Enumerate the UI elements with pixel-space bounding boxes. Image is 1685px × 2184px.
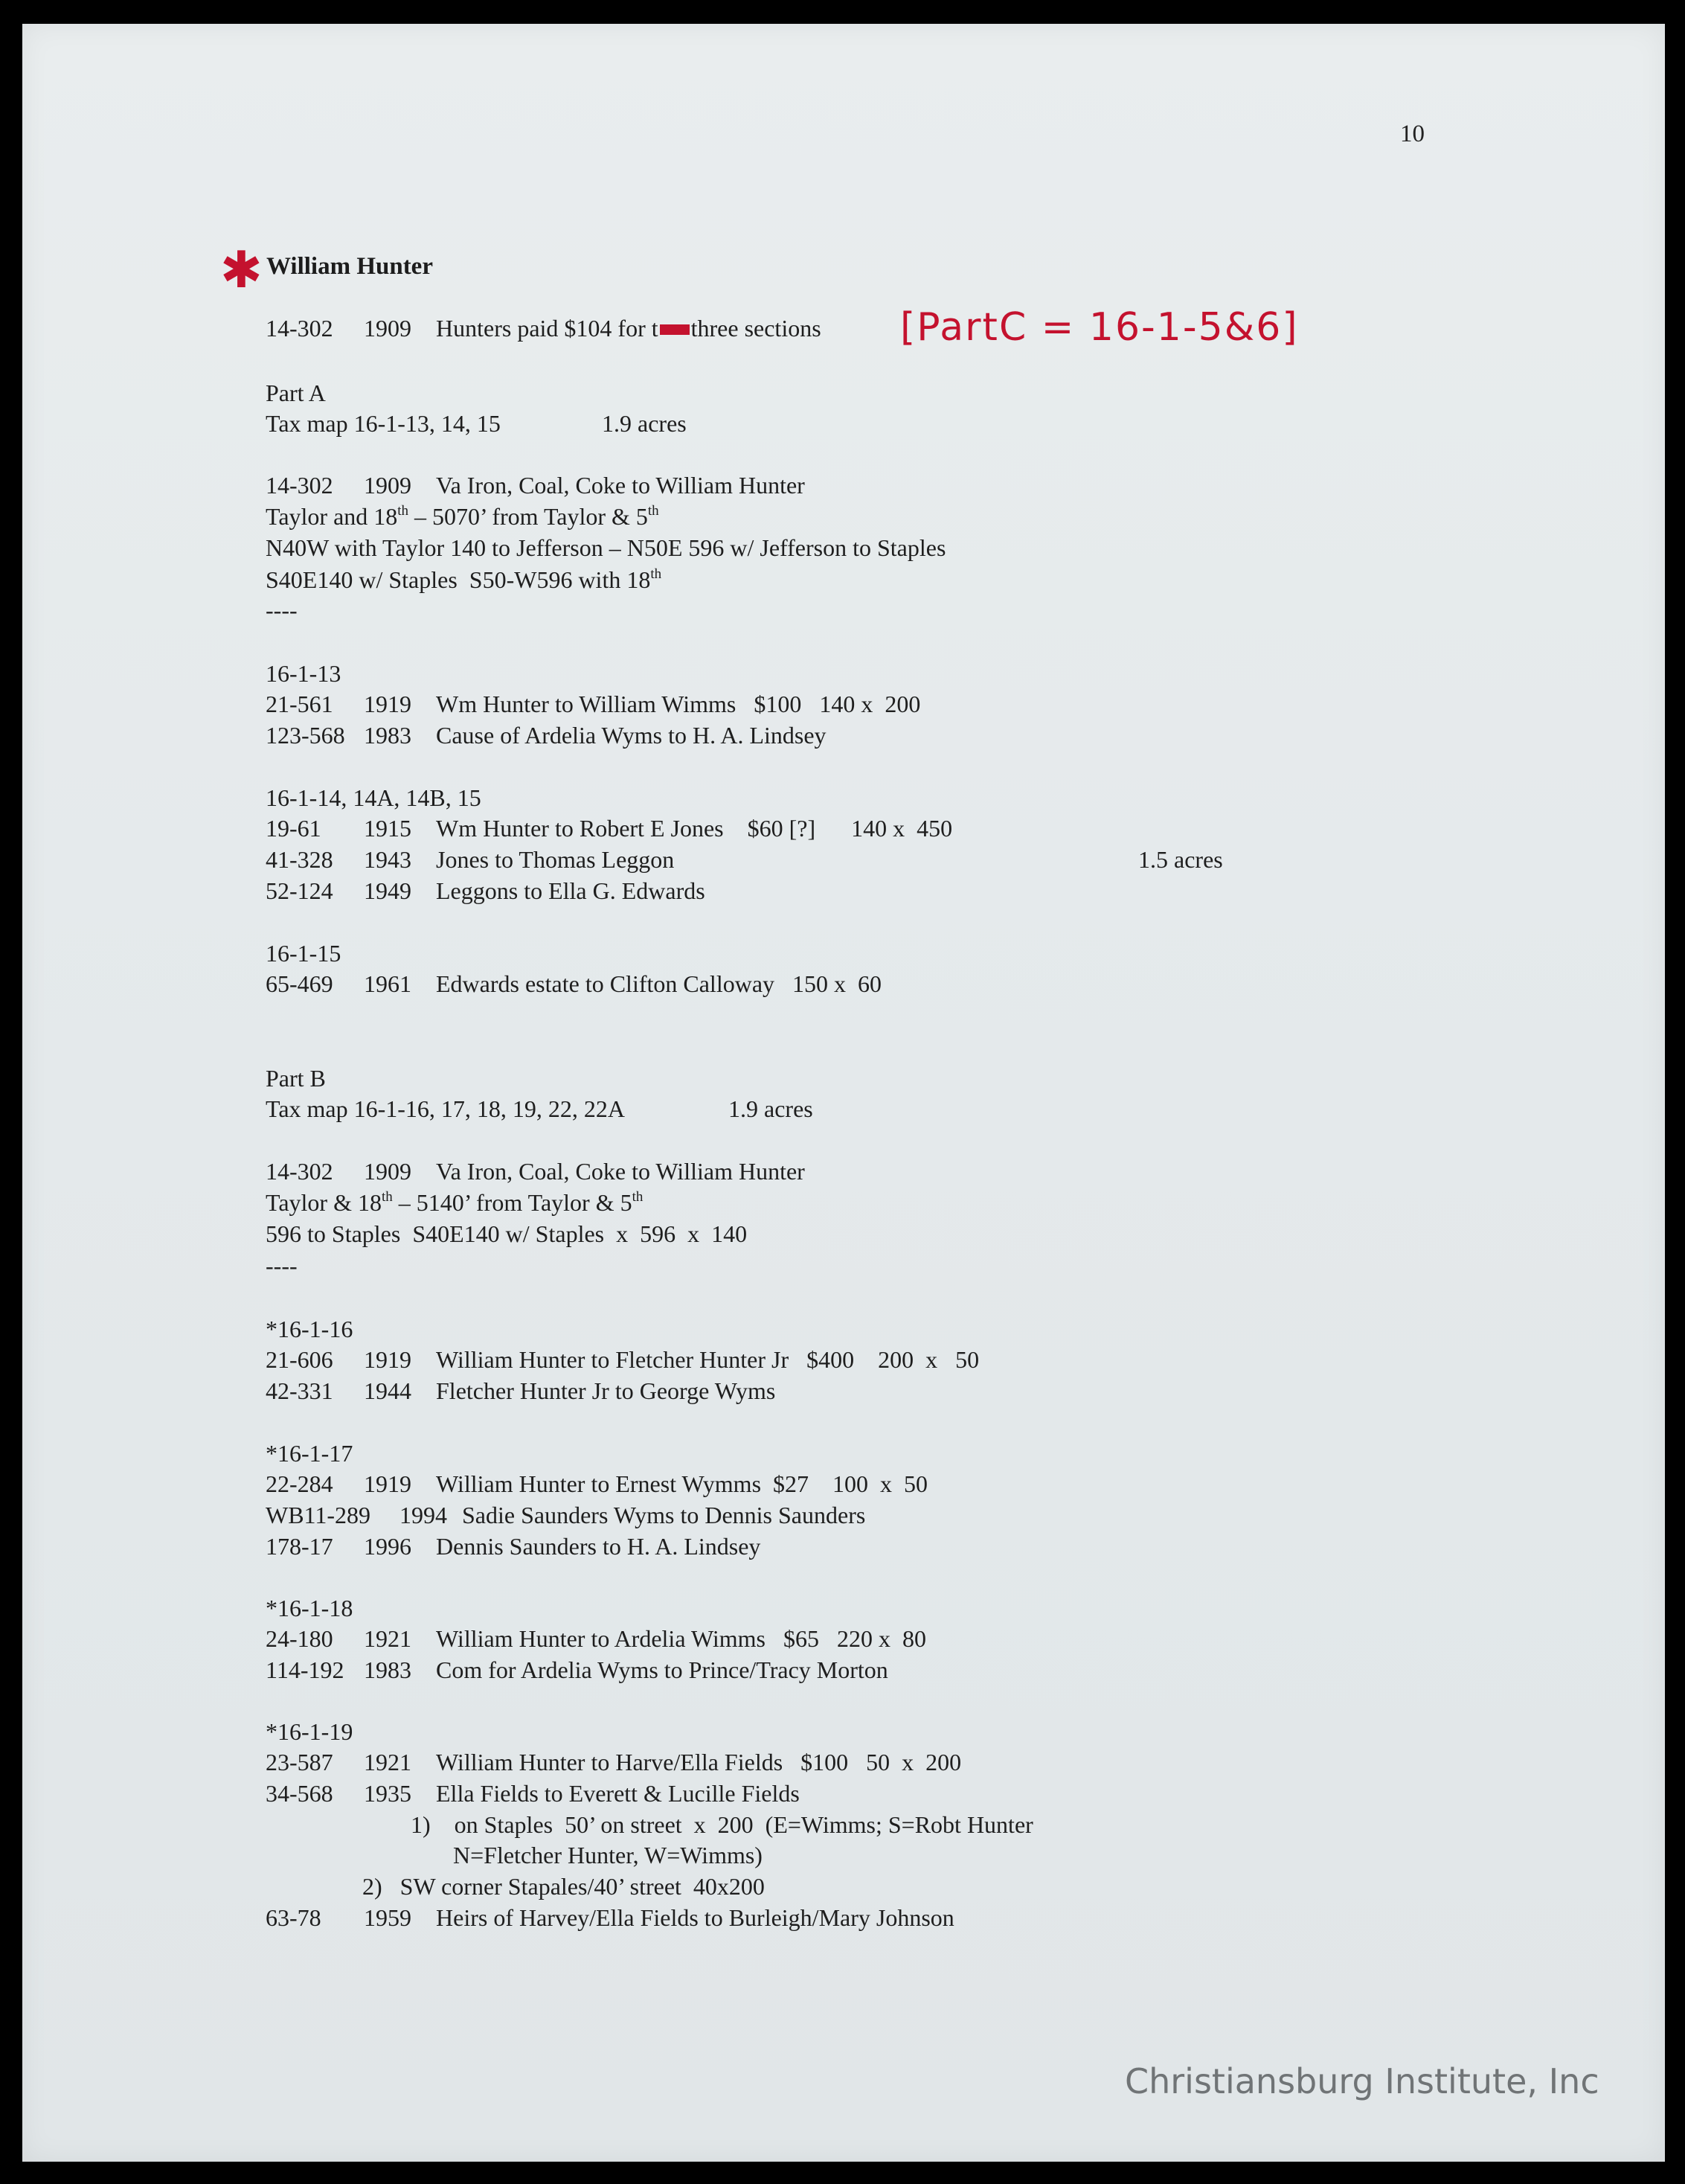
lot-note-item-2: 2) SW corner Stapales/40’ street 40x200 (362, 1873, 765, 1900)
part-a-desc1: Taylor and 18th – 5070’ from Taylor & 5th (266, 503, 659, 530)
part-a-deed: 14-302 1909 Va Iron, Coal, Coke to William Hunter (266, 472, 805, 499)
deed-row: 42-331 1944 Fletcher Hunter Jr to George Wyms (266, 1377, 776, 1404)
part-b-title: Part B (266, 1065, 326, 1092)
red-strikeout (660, 324, 690, 335)
deed-row: WB11-289 1994 Sadie Saunders Wyms to Dennis Saunders (266, 1502, 866, 1528)
part-b-desc1: Taylor & 18th – 5140’ from Taylor & 5th (266, 1189, 643, 1216)
deed-row: 21-561 1919 Wm Hunter to William Wimms $100 140 x 200 (266, 691, 921, 717)
deed-row: 41-328 1943 Jones to Thomas Leggon 1.5 acres (266, 846, 1223, 873)
lot-id: 16-1-14, 14A, 14B, 15 (266, 784, 481, 811)
part-a-desc2: N40W with Taylor 140 to Jefferson – N50E 596 w/ Jefferson to Staples (266, 534, 946, 561)
lot-id: *16-1-16 (266, 1316, 353, 1342)
lot-id: *16-1-18 (266, 1595, 353, 1621)
lot-id: 16-1-13 (266, 660, 341, 687)
deed-row: 34-568 1935 Ella Fields to Everett & Lucille Fields (266, 1780, 800, 1807)
deed-row: 65-469 1961 Edwards estate to Clifton Calloway 150 x 60 (266, 970, 882, 997)
red-asterisk-mark: ✱ (220, 241, 263, 300)
handwritten-red-note: [PartC = 16-1-5&6] (900, 305, 1299, 350)
lot-note-item-1-cont: N=Fletcher Hunter, W=Wimms) (453, 1842, 763, 1868)
deed-row: 178-17 1996 Dennis Saunders to H. A. Lindsey (266, 1533, 761, 1560)
deed-row: 63-78 1959 Heirs of Harvey/Ella Fields to Burleigh/Mary Johnson (266, 1904, 954, 1931)
lot-acres: 1.5 acres (1138, 846, 1223, 873)
part-a-tax-map: Tax map 16-1-13, 14, 15 1.9 acres (266, 410, 687, 437)
lot-id: 16-1-15 (266, 940, 341, 967)
document-page (22, 24, 1665, 2162)
lot-note-item-1: 1) on Staples 50’ on street x 200 (E=Wimms; S=Robt Hunter (411, 1811, 1033, 1838)
part-a-title: Part A (266, 380, 326, 406)
deed-row: 52-124 1949 Leggons to Ella G. Edwards (266, 877, 705, 904)
deed-row: 19-61 1915 Wm Hunter to Robert E Jones $60 [?] 140 x 450 (266, 815, 953, 842)
lot-id: *16-1-19 (266, 1718, 353, 1745)
part-b-tax-map: Tax map 16-1-16, 17, 18, 19, 22, 22A 1.9 acres (266, 1095, 813, 1122)
watermark: Christiansburg Institute, Inc (1125, 2061, 1599, 2101)
part-b-deed: 14-302 1909 Va Iron, Coal, Coke to William Hunter (266, 1158, 805, 1185)
deed-row: 22-284 1919 William Hunter to Ernest Wymms $27 100 x 50 (266, 1470, 928, 1497)
lot-id: *16-1-17 (266, 1440, 353, 1467)
part-a-desc3: S40E140 w/ Staples S50-W596 with 18th (266, 566, 662, 593)
deed-row: 123-568 1983 Cause of Ardelia Wyms to H. A. Lindsey (266, 722, 827, 749)
document-heading: William Hunter (266, 253, 433, 280)
deed-row: 114-192 1983 Com for Ardelia Wyms to Prince/Tracy Morton (266, 1656, 888, 1683)
deed-row: 24-180 1921 William Hunter to Ardelia Wimms $65 220 x 80 (266, 1625, 926, 1652)
part-b-dashes: ---- (266, 1252, 298, 1279)
page-number: 10 (1400, 121, 1425, 147)
part-b-desc2: 596 to Staples S40E140 w/ Staples x 596 x 140 (266, 1220, 748, 1247)
deed-row: 21-606 1919 William Hunter to Fletcher Hunter Jr $400 200 x 50 (266, 1346, 980, 1373)
part-a-dashes: ---- (266, 597, 298, 624)
deed-row: 23-587 1921 William Hunter to Harve/Ella Fields $100 50 x 200 (266, 1749, 962, 1775)
intro-line: 14-302 1909 Hunters paid $104 for t three sections (266, 315, 821, 342)
